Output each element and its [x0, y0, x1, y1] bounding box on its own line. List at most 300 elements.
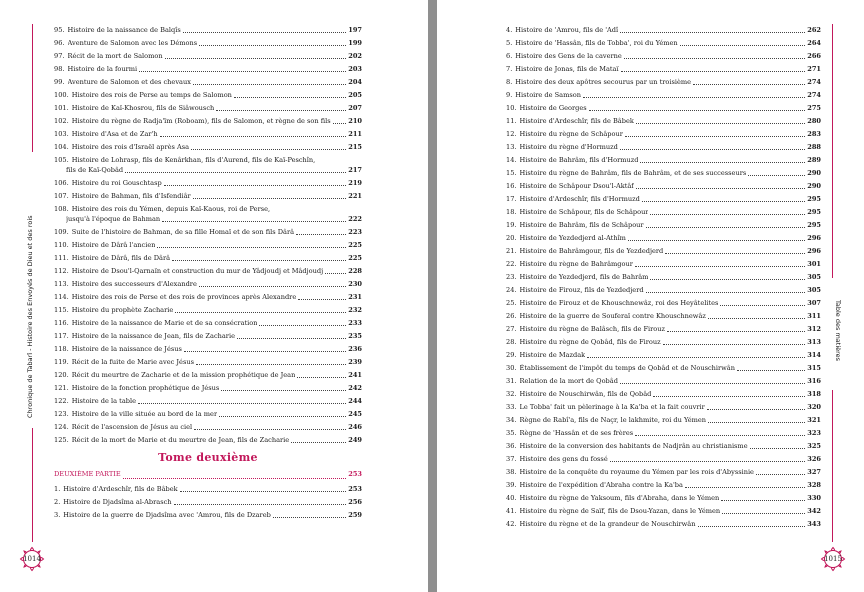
entry-title: Histoire des deux apôtres secourus par un troisième	[515, 78, 692, 86]
toc-entry[interactable]	[506, 48, 821, 61]
entry-number: 120.	[54, 371, 69, 379]
section-page: 253	[348, 470, 362, 478]
toc-entry[interactable]	[54, 276, 362, 289]
toc-entry[interactable]	[506, 256, 821, 269]
dot-leader	[184, 351, 346, 352]
dot-leader	[297, 377, 346, 378]
toc-list-right	[506, 22, 821, 529]
entry-page: 199	[348, 39, 362, 47]
entry-page: 295	[807, 195, 821, 203]
toc-entry[interactable]	[506, 490, 821, 503]
toc-entry[interactable]	[54, 175, 362, 188]
right-toc	[506, 22, 821, 529]
entry-title: Histoire de la guerre de Djadsîma avec 'Amrou, fils de Dzareb	[63, 511, 271, 519]
entry-title: Histoire de Firouz et de Khouschnewâz, roi des Heyâtelites	[519, 299, 719, 307]
dot-leader	[291, 442, 346, 443]
section-heading[interactable]	[54, 468, 362, 481]
left-page	[0, 0, 428, 592]
entry-title: Récit de la mort de Salomon	[67, 52, 163, 60]
entry-page: 262	[807, 26, 821, 34]
entry-page: 323	[807, 429, 821, 437]
toc-entry[interactable]	[54, 494, 362, 507]
dot-leader	[296, 234, 346, 235]
dot-leader	[698, 526, 806, 527]
dot-leader	[610, 461, 806, 462]
entry-page: 305	[807, 273, 821, 281]
running-title-left: Chronique de Tabarî - Histoire des Envoyés de Dieu et des rois	[26, 215, 34, 418]
entry-title: Histoire d'Ardeschîr, fils de Bâbek	[63, 485, 178, 493]
entry-page: 225	[348, 254, 362, 262]
entry-page: 290	[807, 182, 821, 190]
entry-number: 12.	[506, 130, 517, 138]
entry-number: 101.	[54, 104, 69, 112]
toc-entry[interactable]	[54, 22, 362, 35]
entry-title: Histoire de Georges	[519, 104, 587, 112]
entry-number: 21.	[506, 247, 517, 255]
toc-entry[interactable]	[54, 100, 362, 113]
entry-title: Histoire de Mazdak	[519, 351, 586, 359]
toc-entry[interactable]	[506, 438, 821, 451]
toc-entry[interactable]	[54, 263, 362, 276]
dot-leader	[646, 227, 806, 228]
dot-leader	[583, 97, 805, 98]
entry-number: 25.	[506, 299, 517, 307]
toc-entry[interactable]	[506, 152, 821, 165]
entry-number: 102.	[54, 117, 69, 125]
dot-leader	[650, 279, 805, 280]
toc-entry[interactable]	[54, 419, 362, 432]
dot-leader	[298, 299, 346, 300]
dot-leader	[193, 198, 347, 199]
entry-number: 3.	[54, 511, 61, 519]
dot-leader	[325, 273, 346, 274]
side-rule-top	[832, 24, 833, 278]
entry-title: Histoire des Gens de la caverne	[515, 52, 622, 60]
toc-entry[interactable]	[506, 282, 821, 295]
entry-page: 249	[348, 436, 362, 444]
toc-entry[interactable]	[506, 334, 821, 347]
dot-leader	[193, 84, 346, 85]
dot-leader	[125, 172, 346, 173]
dot-leader	[756, 474, 805, 475]
dot-leader	[191, 149, 346, 150]
entry-number: 1.	[54, 485, 61, 493]
entry-number: 95.	[54, 26, 65, 34]
toc-entry[interactable]	[54, 406, 362, 419]
toc-entry[interactable]	[506, 308, 821, 321]
entry-page: 318	[807, 390, 821, 398]
toc-entry[interactable]	[54, 250, 362, 263]
toc-entry[interactable]	[506, 191, 821, 204]
dot-leader	[199, 286, 346, 287]
entry-title-continued: jusqu'à l'époque de Bahman	[66, 215, 161, 223]
entry-number: 41.	[506, 507, 517, 515]
entry-page: 222	[348, 215, 362, 223]
entry-number: 100.	[54, 91, 69, 99]
entry-page: 244	[348, 397, 362, 405]
entry-number: 13.	[506, 143, 517, 151]
entry-page: 210	[348, 117, 362, 125]
toc-entry[interactable]	[54, 481, 362, 494]
toc-list-tome-two	[54, 481, 362, 520]
dot-leader	[720, 305, 805, 306]
entry-page: 221	[348, 192, 362, 200]
dot-leader	[721, 500, 805, 501]
entry-title: Récit de la fuite de Marie avec Jésus	[71, 358, 194, 366]
entry-number: 97.	[54, 52, 65, 60]
entry-title: Histoire du règne d'Hormuzd	[519, 143, 618, 151]
entry-page: 207	[348, 104, 362, 112]
entry-number: 14.	[506, 156, 517, 164]
toc-entry[interactable]	[54, 315, 362, 328]
toc-entry[interactable]	[506, 464, 821, 477]
entry-number: 106.	[54, 179, 69, 187]
dot-leader	[164, 185, 347, 186]
page-number-left	[19, 546, 45, 572]
toc-entry[interactable]	[54, 201, 362, 224]
toc-entry[interactable]	[506, 451, 821, 464]
dot-leader	[157, 247, 346, 248]
entry-title: Histoire de Schâpour Dsou'l-Aktâf	[519, 182, 634, 190]
entry-number: 107.	[54, 192, 69, 200]
entry-number: 104.	[54, 143, 69, 151]
entry-number: 17.	[506, 195, 517, 203]
entry-page: 232	[348, 306, 362, 314]
entry-page: 231	[348, 293, 362, 301]
toc-entry[interactable]	[54, 237, 362, 250]
entry-title: Histoire de la fourmi	[67, 65, 138, 73]
entry-page: 296	[807, 247, 821, 255]
entry-title: Histoire de l'expédition d'Abraha contre la Ka'ba	[519, 481, 683, 489]
entry-number: 103.	[54, 130, 69, 138]
entry-number: 110.	[54, 241, 69, 249]
entry-title: Suite de l'histoire de Bahman, de sa fille Homaï et de son fils Dârâ	[71, 228, 295, 236]
entry-title: Histoire de Dsou'l-Qarnaïn et construction du mur de Yâdjoudj et Mâdjoudj	[71, 267, 324, 275]
toc-entry[interactable]	[54, 48, 362, 61]
entry-page: 242	[348, 384, 362, 392]
entry-number: 34.	[506, 416, 517, 424]
entry-page: 239	[348, 358, 362, 366]
entry-page: 301	[807, 260, 821, 268]
entry-number: 19.	[506, 221, 517, 229]
toc-entry[interactable]	[506, 87, 821, 100]
entry-page: 311	[807, 312, 821, 320]
entry-number: 10.	[506, 104, 517, 112]
dot-leader	[139, 71, 346, 72]
toc-entry[interactable]	[506, 386, 821, 399]
entry-title: Histoire des rois de Perse au temps de Salomon	[71, 91, 232, 99]
dot-leader	[589, 110, 806, 111]
dot-leader	[646, 292, 806, 293]
toc-entry[interactable]	[506, 35, 821, 48]
dot-leader	[196, 364, 346, 365]
entry-title: Histoire de la conversion des habitants de Nadjrân au christianisme	[519, 442, 748, 450]
toc-entry[interactable]	[506, 61, 821, 74]
toc-entry[interactable]	[506, 425, 821, 438]
toc-entry[interactable]	[506, 230, 821, 243]
dot-leader	[693, 84, 805, 85]
entry-title: Histoire de Dârâ, fils de Dârâ	[71, 254, 171, 262]
entry-title: Histoire des rois d'Israël après Asa	[71, 143, 190, 151]
entry-number: 35.	[506, 429, 517, 437]
entry-page: 290	[807, 169, 821, 177]
entry-number: 36.	[506, 442, 517, 450]
entry-title: Histoire de la fonction prophétique de Jésus	[71, 384, 220, 392]
entry-page: 296	[807, 234, 821, 242]
dot-leader	[625, 136, 805, 137]
entry-page: 327	[807, 468, 821, 476]
toc-entry[interactable]	[54, 432, 362, 445]
page-number-left-text: 1014	[23, 555, 41, 563]
entry-number: 116.	[54, 319, 69, 327]
entry-number: 122.	[54, 397, 69, 405]
dot-leader	[160, 136, 347, 137]
toc-entry[interactable]	[506, 165, 821, 178]
entry-title: Le Tobba' fait un pèlerinage à la Ka'ba et la fait couvrir	[519, 403, 705, 411]
entry-page: 225	[348, 241, 362, 249]
entry-page: 295	[807, 208, 821, 216]
toc-entry[interactable]	[54, 126, 362, 139]
dot-leader	[628, 240, 805, 241]
entry-number: 113.	[54, 280, 69, 288]
dot-leader	[653, 396, 805, 397]
entry-page: 230	[348, 280, 362, 288]
tome-heading: Tome deuxième	[158, 451, 258, 464]
toc-entry[interactable]	[506, 477, 821, 490]
entry-title: Histoire du prophète Zacharie	[71, 306, 174, 314]
dot-leader	[737, 370, 805, 371]
entry-title: Aventure de Salomon avec les Démons	[67, 39, 198, 47]
entry-title: Histoire des successeurs d'Alexandre	[71, 280, 197, 288]
entry-number: 124.	[54, 423, 69, 431]
entry-title: Récit de l'ascension de Jésus au ciel	[71, 423, 193, 431]
toc-entry[interactable]	[506, 178, 821, 191]
entry-number: 99.	[54, 78, 65, 86]
dot-leader	[138, 403, 346, 404]
entry-title: Histoire de Schâpour, fils de Schâpour	[519, 208, 649, 216]
toc-entry[interactable]	[54, 367, 362, 380]
toc-entry[interactable]	[506, 269, 821, 282]
toc-entry[interactable]	[54, 354, 362, 367]
entry-number: 26.	[506, 312, 517, 320]
entry-page: 256	[348, 498, 362, 506]
dot-leader	[221, 390, 346, 391]
dot-leader	[183, 32, 347, 33]
running-title-right: Table des matières	[834, 300, 842, 362]
entry-number: 119.	[54, 358, 69, 366]
entry-number: 125.	[54, 436, 69, 444]
entry-number: 7.	[506, 65, 513, 73]
toc-entry[interactable]	[54, 87, 362, 100]
toc-entry[interactable]	[54, 341, 362, 354]
entry-title: Histoire de Yezdedjerd al-Athîm	[519, 234, 626, 242]
toc-entry[interactable]	[506, 217, 821, 230]
entry-number: 105.	[54, 156, 69, 164]
toc-entry[interactable]	[506, 74, 821, 87]
toc-entry[interactable]	[506, 100, 821, 113]
entry-page: 253	[348, 485, 362, 493]
dot-leader	[620, 32, 805, 33]
toc-entry[interactable]	[54, 113, 362, 126]
entry-title: Histoire du règne de Bahrâm, fils de Bahrâm, et de ses successeurs	[519, 169, 747, 177]
entry-number: 40.	[506, 494, 517, 502]
entry-title: Histoire de Kaï-Khosrou, fils de Siâwousch	[71, 104, 215, 112]
dot-leader	[216, 110, 346, 111]
entry-page: 211	[348, 130, 362, 138]
dot-leader	[635, 435, 805, 436]
entry-number: 98.	[54, 65, 65, 73]
dot-leader	[259, 325, 346, 326]
entry-page: 307	[807, 299, 821, 307]
section-title: DEUXIÈME PARTIE	[54, 470, 121, 478]
page-number-right-text: 1015	[824, 555, 842, 563]
toc-entry[interactable]	[506, 412, 821, 425]
entry-page: 264	[807, 39, 821, 47]
toc-entry[interactable]	[54, 74, 362, 87]
entry-title: Histoire du règne de Balâsch, fils de Firouz	[519, 325, 665, 333]
dot-leader	[123, 478, 347, 479]
toc-entry[interactable]	[506, 295, 821, 308]
entry-page: 330	[807, 494, 821, 502]
dot-leader	[665, 253, 805, 254]
toc-entry[interactable]	[54, 328, 362, 341]
entry-page: 315	[807, 364, 821, 372]
toc-entry[interactable]	[506, 22, 821, 35]
entry-page: 245	[348, 410, 362, 418]
entry-page: 246	[348, 423, 362, 431]
entry-title: Histoire du règne et de la grandeur de Nouschirwân	[519, 520, 696, 528]
entry-page: 228	[348, 267, 362, 275]
entry-page: 275	[807, 104, 821, 112]
entry-number: 30.	[506, 364, 517, 372]
entry-title: Histoire de la naissance de Jésus	[71, 345, 182, 353]
entry-title: Histoire du règne de Qobâd, fils de Firouz	[519, 338, 661, 346]
toc-entry[interactable]	[54, 302, 362, 315]
entry-page: 305	[807, 286, 821, 294]
entry-title: Histoire de Yezdedjerd, fils de Bahrâm	[519, 273, 649, 281]
entry-page: 241	[348, 371, 362, 379]
entry-number: 39.	[506, 481, 517, 489]
entry-number: 123.	[54, 410, 69, 418]
entry-title: Histoire de Samson	[515, 91, 581, 99]
dot-leader	[174, 504, 347, 505]
toc-entry[interactable]	[506, 399, 821, 412]
toc-entry[interactable]	[54, 61, 362, 74]
toc-entry[interactable]	[506, 113, 821, 126]
entry-page: 223	[348, 228, 362, 236]
toc-entry[interactable]	[54, 224, 362, 237]
toc-entry[interactable]	[506, 243, 821, 256]
toc-entry[interactable]	[54, 188, 362, 201]
entry-page: 233	[348, 319, 362, 327]
entry-page: 197	[348, 26, 362, 34]
toc-entry[interactable]	[54, 289, 362, 302]
entry-number: 5.	[506, 39, 513, 47]
entry-page: 312	[807, 325, 821, 333]
entry-number: 16.	[506, 182, 517, 190]
entry-title: Histoire de Bahrâm, fils d'Hormuzd	[519, 156, 639, 164]
entry-title: Histoire de Dârâ l'ancien	[71, 241, 156, 249]
dot-leader	[650, 214, 805, 215]
entry-number: 6.	[506, 52, 513, 60]
entry-number: 8.	[506, 78, 513, 86]
entry-title: Histoire de Lohrasp, fils de Kenârkhan, fils d'Aurend, fils de Kaï-Peschîn,	[71, 156, 316, 164]
entry-number: 18.	[506, 208, 517, 216]
entry-title: Relation de la mort de Qobâd	[519, 377, 618, 385]
dot-leader	[680, 45, 806, 46]
entry-page: 202	[348, 52, 362, 60]
entry-title: Histoire de Djadsîma al-Abrasch	[63, 498, 172, 506]
entry-page: 271	[807, 65, 821, 73]
toc-entry[interactable]	[54, 152, 362, 175]
toc-entry[interactable]	[506, 360, 821, 373]
toc-entry[interactable]	[506, 204, 821, 217]
entry-page: 215	[348, 143, 362, 151]
entry-title: Aventure de Salomon et des chevaux	[67, 78, 191, 86]
entry-title-continued: fils de Kaï-Qobâd	[66, 166, 124, 174]
dot-leader	[333, 123, 347, 124]
entry-title: Histoire des rois de Perse et des rois de provinces après Alexandre	[71, 293, 297, 301]
dot-leader	[620, 383, 805, 384]
entry-title: Établissement de l'impôt du temps de Qobâd et de Nouschirwân	[519, 364, 735, 372]
dot-leader	[707, 409, 805, 410]
entry-page: 295	[807, 221, 821, 229]
dot-leader	[237, 338, 346, 339]
dot-leader	[635, 266, 805, 267]
entry-number: 24.	[506, 286, 517, 294]
entry-title: Récit de la mort de Marie et du meurtre de Jean, fils de Zacharie	[71, 436, 290, 444]
entry-title: Histoire du règne de Bahrâmgour	[519, 260, 633, 268]
entry-page: 288	[807, 143, 821, 151]
dot-leader	[234, 97, 346, 98]
entry-page: 321	[807, 416, 821, 424]
toc-entry[interactable]	[506, 321, 821, 334]
dot-leader	[722, 513, 805, 514]
entry-title: Histoire de 'Amrou, fils de 'Adî	[515, 26, 619, 34]
entry-number: 117.	[54, 332, 69, 340]
entry-page: 289	[807, 156, 821, 164]
entry-number: 42.	[506, 520, 517, 528]
toc-entry[interactable]	[506, 139, 821, 152]
toc-entry[interactable]	[54, 380, 362, 393]
entry-number: 115.	[54, 306, 69, 314]
side-rule-bottom	[832, 390, 833, 542]
entry-page: 235	[348, 332, 362, 340]
dot-leader	[587, 357, 805, 358]
dot-leader	[667, 331, 805, 332]
entry-number: 29.	[506, 351, 517, 359]
entry-title: Histoire de la table	[71, 397, 136, 405]
toc-entry[interactable]	[506, 516, 821, 529]
toc-entry[interactable]	[506, 373, 821, 386]
toc-entry[interactable]	[54, 139, 362, 152]
entry-title: Règne de 'Hassân et de ses frères	[519, 429, 634, 437]
toc-entry[interactable]	[54, 35, 362, 48]
entry-title: Histoire de 'Hassân, fils de Tobba', roi du Yémen	[515, 39, 678, 47]
toc-entry[interactable]	[506, 347, 821, 360]
entry-page: 274	[807, 78, 821, 86]
dot-leader	[219, 416, 346, 417]
toc-entry[interactable]	[54, 507, 362, 520]
entry-page: 316	[807, 377, 821, 385]
toc-entry[interactable]	[506, 503, 821, 516]
toc-entry[interactable]	[506, 126, 821, 139]
entry-number: 15.	[506, 169, 517, 177]
toc-entry[interactable]	[54, 393, 362, 406]
entry-page: 259	[348, 511, 362, 519]
entry-page: 342	[807, 507, 821, 515]
page-number-right	[820, 546, 846, 572]
